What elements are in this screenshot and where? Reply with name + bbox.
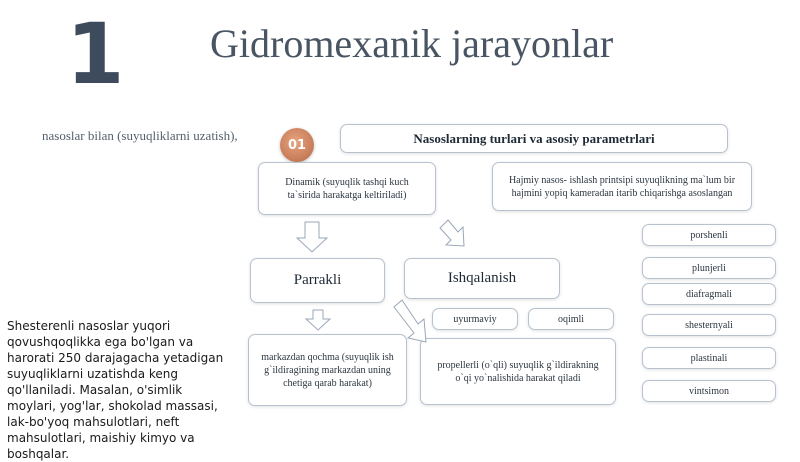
uyurmaviy-box: uyurmaviy bbox=[432, 308, 518, 330]
slide-number: 1 bbox=[66, 5, 125, 103]
intro-text: nasoslar bilan (suyuqliklarni uzatish), bbox=[42, 128, 238, 143]
type-vintsimon: vintsimon bbox=[642, 380, 776, 402]
propellerli-box: propellerli (o`qli) suyuqlik g`ildirakning o`qi yo`nalishida harakat qiladi bbox=[420, 338, 616, 405]
dinamik-box: Dinamik (suyuqlik tashqi kuch ta`sirida harakatga keltiriladi) bbox=[258, 162, 436, 215]
ishqalanish-box: Ishqalanish bbox=[404, 258, 560, 299]
type-shesternyali: shesternyali bbox=[642, 314, 776, 336]
arrow-down-markazdan bbox=[306, 310, 330, 330]
description-paragraph: Shesterenli nasoslar yuqori qovushqoqlikka ega bo'lgan va harorati 250 darajagacha yetadigan suyuqliklarni uzatishda keng qo'llaniladi. Masalan, o'simlik moylari, yog'lar, shokolad massasi, lak-bo'yoq mahsulotlari, neft mahsulotlari, maishiy kimyo va boshqalar. bbox=[7, 319, 224, 461]
diagram-header: Nasoslarning turlari va asosiy parametrlari bbox=[340, 124, 728, 153]
type-porshenli: porshenli bbox=[642, 224, 776, 246]
slide-title: Gidromexanik jarayonlar bbox=[210, 21, 614, 66]
arrow-down-parrakli bbox=[297, 222, 327, 252]
hajmiy-box: Hajmiy nasos- ishlash printsipi suyuqlikning ma`lum bir hajmini yopiq kameradan itarib chiqarishga asoslangan bbox=[492, 162, 752, 211]
arrow-diagonal-propellerli bbox=[394, 300, 426, 342]
number-badge: 01 bbox=[280, 128, 314, 162]
type-diafragmali: diafragmali bbox=[642, 283, 776, 305]
arrow-diagonal-ishqalanish bbox=[440, 220, 464, 246]
oqimli-box: oqimli bbox=[528, 308, 614, 330]
type-plunjerli: plunjerli bbox=[642, 257, 776, 279]
type-plastinali: plastinali bbox=[642, 347, 776, 369]
parrakli-box: Parrakli bbox=[250, 258, 385, 303]
markazdan-box: markazdan qochma (suyuqlik ish g`ildiragining markazdan uning chetiga qarab harakat) bbox=[248, 334, 407, 406]
